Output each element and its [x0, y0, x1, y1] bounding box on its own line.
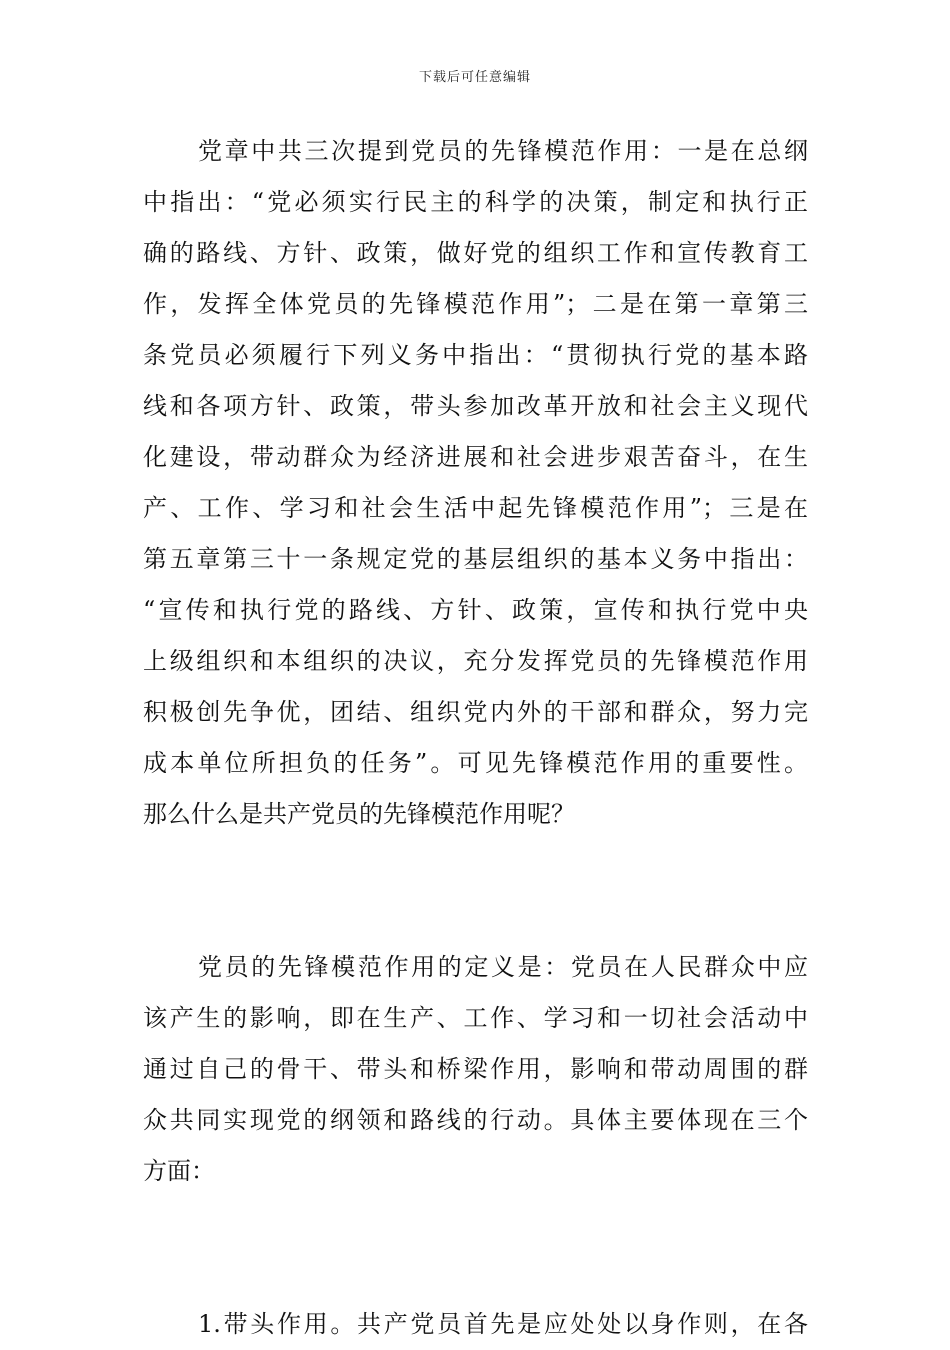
text-line: 通过自己的骨干、带头和桥梁作用，影响和带动周围的群 [143, 1055, 808, 1083]
text-line: 线和各项方针、政策，带头参加改革开放和社会主义现代 [143, 392, 808, 420]
text-line: 成本单位所担负的任务”。可见先锋模范作用的重要性。 [143, 749, 808, 777]
text-line: 产、工作、学习和社会生活中起先锋模范作用”；三是在 [143, 494, 808, 522]
text-line: 作，发挥全体党员的先锋模范作用”；二是在第一章第三 [143, 290, 808, 318]
text-line: 该产生的影响，即在生产、工作、学习和一切社会活动中 [143, 1004, 808, 1032]
text-line: 众共同实现党的纲领和路线的行动。具体主要体现在三个 [143, 1106, 808, 1134]
text-line: 确的路线、方针、政策，做好党的组织工作和宣传教育工 [143, 239, 808, 267]
text-line: 党员的先锋模范作用的定义是：党员在人民群众中应 [198, 953, 808, 981]
paragraph-gap [143, 891, 808, 942]
text-line: 上级组织和本组织的决议，充分发挥党员的先锋模范作用 [143, 647, 808, 675]
text-line: 方面： [143, 1157, 215, 1185]
text-line: 1.带头作用。共产党员首先是应处处以身作则，在各 [198, 1310, 808, 1338]
paragraph-1 [143, 126, 808, 840]
text-line: “宣传和执行党的路线、方针、政策，宣传和执行党中央 [143, 596, 808, 624]
paragraph-gap [143, 1248, 808, 1299]
text-line: 条党员必须履行下列义务中指出：“贯彻执行党的基本路 [143, 341, 808, 369]
paragraph-2 [143, 942, 808, 1197]
text-line: 化建设，带动群众为经济进展和社会进步艰苦奋斗，在生 [143, 443, 808, 471]
text-line: 党章中共三次提到党员的先锋模范作用：一是在总纲 [198, 137, 808, 165]
text-line: 积极创先争优，团结、组织党内外的干部和群众，努力完 [143, 698, 808, 726]
document-body [143, 126, 808, 1350]
paragraph-gap [143, 840, 808, 891]
text-line: 中指出：“党必须实行民主的科学的决策，制定和执行正 [143, 188, 808, 216]
paragraph-3 [143, 1299, 808, 1350]
paragraph-gap [143, 1197, 808, 1248]
text-line: 那么什么是共产党员的先锋模范作用呢？ [143, 800, 575, 828]
header-note: 下载后可任意编辑 [418, 70, 531, 85]
text-line: 第五章第三十一条规定党的基层组织的基本义务中指出： [143, 545, 808, 573]
